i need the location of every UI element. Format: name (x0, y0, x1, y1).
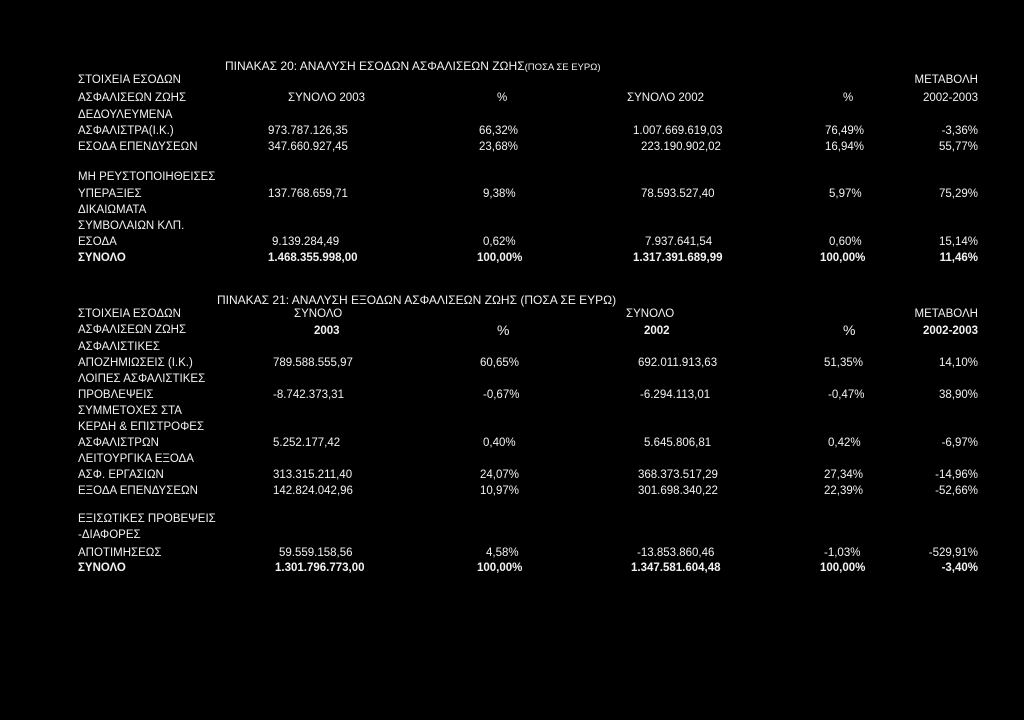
table-cell-p2002: 0,42% (828, 437, 861, 449)
table-cell-p2002: -0,47% (828, 389, 865, 401)
table-20-title-text: ΠΙΝΑΚΑΣ 20: ΑΝΑΛΥΣΗ ΕΣΟΔΩΝ ΑΣΦΑΛΙΣΕΩΝ ΖΩΗΣ (225, 59, 525, 73)
table-21-header-change-2: 2002-2003 (923, 325, 978, 337)
table-cell-p2002: -1,03% (824, 547, 861, 559)
table-cell-v2002: 7.937.641,54 (645, 236, 713, 248)
table-cell-v2002: 301.698.340,22 (638, 485, 718, 497)
table-cell-change: 55,77% (938, 141, 978, 153)
table-cell-change: 14,10% (938, 357, 978, 369)
table-row-label: ΑΣΦΑΛΙΣΤΡΑ(Ι.Κ.) (78, 125, 174, 137)
table-row-label: ΑΣΦΑΛΙΣΤΡΩΝ (78, 437, 159, 449)
table-cell-p2003: 0,62% (483, 236, 516, 248)
table-cell-v2003: 9.139.284,49 (272, 236, 340, 248)
table-21-header-year-2003: 2003 (314, 325, 340, 337)
table-21-header-label-1: ΣΤΟΙΧΕΙΑ ΕΣΟΔΩΝ (78, 308, 181, 320)
table-cell-p2003: 100,00% (477, 252, 523, 264)
table-cell-v2003: 973.787.126,35 (268, 125, 348, 137)
table-cell-change: -6,97% (941, 437, 978, 449)
table-cell-p2002: 0,60% (829, 236, 862, 248)
table-cell-v2002: -13.853.860,46 (637, 547, 715, 559)
table-20-header-change-2: 2002-2003 (923, 92, 978, 104)
table-row-label: ΕΣΟΔΑ ΕΠΕΝΔΥΣΕΩΝ (78, 141, 198, 153)
table-20-header-pct-2003: % (497, 92, 508, 104)
table-cell-v2003: 1.468.355.998,00 (268, 252, 358, 264)
table-row-label: ΑΣΦΑΛΙΣΤΙΚΕΣ (78, 341, 160, 353)
table-row-label: ΜΗ ΡΕΥΣΤΟΠΟΙΗΘΕΙΣΕΣ (78, 171, 216, 183)
table-20-header-label-2: ΑΣΦΑΛΙΣΕΩΝ ΖΩΗΣ (78, 92, 187, 104)
table-cell-p2002: 22,39% (824, 485, 864, 497)
table-cell-change: -14,96% (935, 469, 978, 481)
table-20-header-total-2003: ΣΥΝΟΛΟ 2003 (288, 92, 365, 104)
table-row-label: ΣΥΜΜΕΤΟΧΕΣ ΣΤΑ (78, 405, 182, 417)
table-row-label: ΑΣΦ. ΕΡΓΑΣΙΩΝ (78, 469, 164, 481)
table-cell-p2002: 51,35% (824, 357, 864, 369)
table-21-header-year-2002: 2002 (644, 325, 670, 337)
table-row-label: ΚΕΡΔΗ & ΕΠΙΣΤΡΟΦΕΣ (78, 421, 205, 433)
table-21-title: ΠΙΝΑΚΑΣ 21: ΑΝΑΛΥΣΗ ΕΞΟΔΩΝ ΑΣΦΑΛΙΣΕΩΝ ΖΩΗΣ (ΠΟΣΑ ΣΕ ΕΥΡΩ) (217, 293, 617, 307)
table-cell-v2002: 223.190.902,02 (641, 141, 721, 153)
table-row-label: ΔΕΔΟΥΛΕΥΜΕΝΑ (78, 109, 173, 121)
table-cell-v2002: 1.317.391.689,99 (633, 252, 723, 264)
table-cell-v2002: 368.373.517,29 (638, 469, 718, 481)
table-21-header-total-2003: ΣΥΝΟΛΟ (294, 308, 343, 320)
table-row-label: ΕΞΟΔΑ ΕΠΕΝΔΥΣΕΩΝ (78, 485, 198, 497)
table-row-label: ΣΥΝΟΛΟ (78, 252, 126, 264)
table-cell-v2003: 347.660.927,45 (268, 141, 348, 153)
table-20-header-pct-2002: % (843, 92, 854, 104)
table-cell-p2002: 5,97% (829, 188, 862, 200)
table-cell-p2003: 4,58% (486, 547, 519, 559)
table-cell-change: -3,36% (941, 125, 978, 137)
table-row-label: ΑΠΟΤΙΜΗΣΕΩΣ (78, 547, 162, 559)
table-cell-change: 15,14% (938, 236, 978, 248)
table-cell-v2003: -8.742.373,31 (273, 389, 344, 401)
table-20-title-unit: (ΠΟΣΑ ΣΕ ΕΥΡΩ) (524, 62, 601, 73)
table-cell-p2002: 100,00% (820, 252, 866, 264)
table-row-label: ΕΞΙΣΩΤΙΚΕΣ ΠΡΟΒΕΨΕΙΣ (78, 513, 216, 525)
table-row-label: -ΔΙΑΦΟΡΕΣ (78, 529, 141, 541)
table-row-label: ΛΕΙΤΟΥΡΓΙΚΑ ΕΞΟΔΑ (78, 453, 194, 465)
table-cell-change: -529,91% (928, 547, 978, 559)
table-20-title (225, 59, 601, 75)
table-cell-v2002: 78.593.527,40 (641, 188, 715, 200)
table-cell-p2002: 27,34% (824, 469, 864, 481)
table-20-header-total-2002: ΣΥΝΟΛΟ 2002 (627, 92, 704, 104)
table-cell-v2003: 789.588.555,97 (273, 357, 353, 369)
table-cell-v2003: 313.315.211,40 (273, 469, 353, 481)
table-21-header-pct-2002: % (843, 322, 856, 338)
table-cell-p2002: 76,49% (825, 125, 865, 137)
table-cell-v2003: 5.252.177,42 (273, 437, 341, 449)
table-21-header-change-1: ΜΕΤΑΒΟΛΗ (914, 308, 978, 320)
table-row-label: ΠΡΟΒΛΕΨΕΙΣ (78, 389, 154, 401)
table-row-label: ΕΣΟΔΑ (78, 236, 117, 248)
table-cell-change: 38,90% (938, 389, 978, 401)
table-row-label: ΣΥΝΟΛΟ (78, 562, 126, 574)
table-row-label: ΔΙΚΑΙΩΜΑΤΑ (78, 204, 147, 216)
table-row-label: ΑΠΟΖΗΜΙΩΣΕΙΣ (Ι.Κ.) (78, 357, 193, 369)
table-cell-v2002: -6.294.113,01 (640, 389, 711, 401)
table-cell-v2003: 142.824.042,96 (273, 485, 353, 497)
table-cell-p2003: 24,07% (480, 469, 520, 481)
table-cell-v2002: 1.007.669.619,03 (633, 125, 723, 137)
table-cell-p2003: -0,67% (483, 389, 520, 401)
table-20-header-change-1: ΜΕΤΑΒΟΛΗ (914, 74, 978, 86)
table-row-label: ΛΟΙΠΕΣ ΑΣΦΑΛΙΣΤΙΚΕΣ (78, 373, 206, 385)
table-20-header-label-1: ΣΤΟΙΧΕΙΑ ΕΣΟΔΩΝ (78, 74, 181, 86)
table-cell-change: -52,66% (935, 485, 978, 497)
table-cell-p2003: 60,65% (480, 357, 520, 369)
table-cell-v2002: 5.645.806,81 (644, 437, 712, 449)
table-cell-change: -3,40% (941, 562, 978, 574)
table-21-header-label-2: ΑΣΦΑΛΙΣΕΩΝ ΖΩΗΣ (78, 324, 187, 336)
table-cell-v2003: 1.301.796.773,00 (275, 562, 365, 574)
table-cell-p2003: 9,38% (483, 188, 516, 200)
table-21-header-total-2002: ΣΥΝΟΛΟ (626, 308, 675, 320)
table-cell-change: 11,46% (939, 252, 978, 264)
table-row-label: ΥΠΕΡΑΞΙΕΣ (78, 188, 142, 200)
table-cell-p2002: 100,00% (820, 562, 866, 574)
table-cell-p2003: 100,00% (477, 562, 523, 574)
table-cell-p2002: 16,94% (825, 141, 865, 153)
table-cell-v2003: 59.559.158,56 (279, 547, 353, 559)
table-cell-p2003: 0,40% (483, 437, 516, 449)
table-cell-change: 75,29% (938, 188, 978, 200)
table-cell-v2002: 692.011.913,63 (638, 357, 718, 369)
table-row-label: ΣΥΜΒΟΛΑΙΩΝ ΚΛΠ. (78, 220, 185, 232)
table-cell-p2003: 10,97% (480, 485, 520, 497)
table-21-header-pct-2003: % (497, 322, 510, 338)
table-cell-v2003: 137.768.659,71 (268, 188, 348, 200)
table-cell-v2002: 1.347.581.604,48 (631, 562, 721, 574)
table-cell-p2003: 23,68% (479, 141, 519, 153)
table-cell-p2003: 66,32% (479, 125, 519, 137)
